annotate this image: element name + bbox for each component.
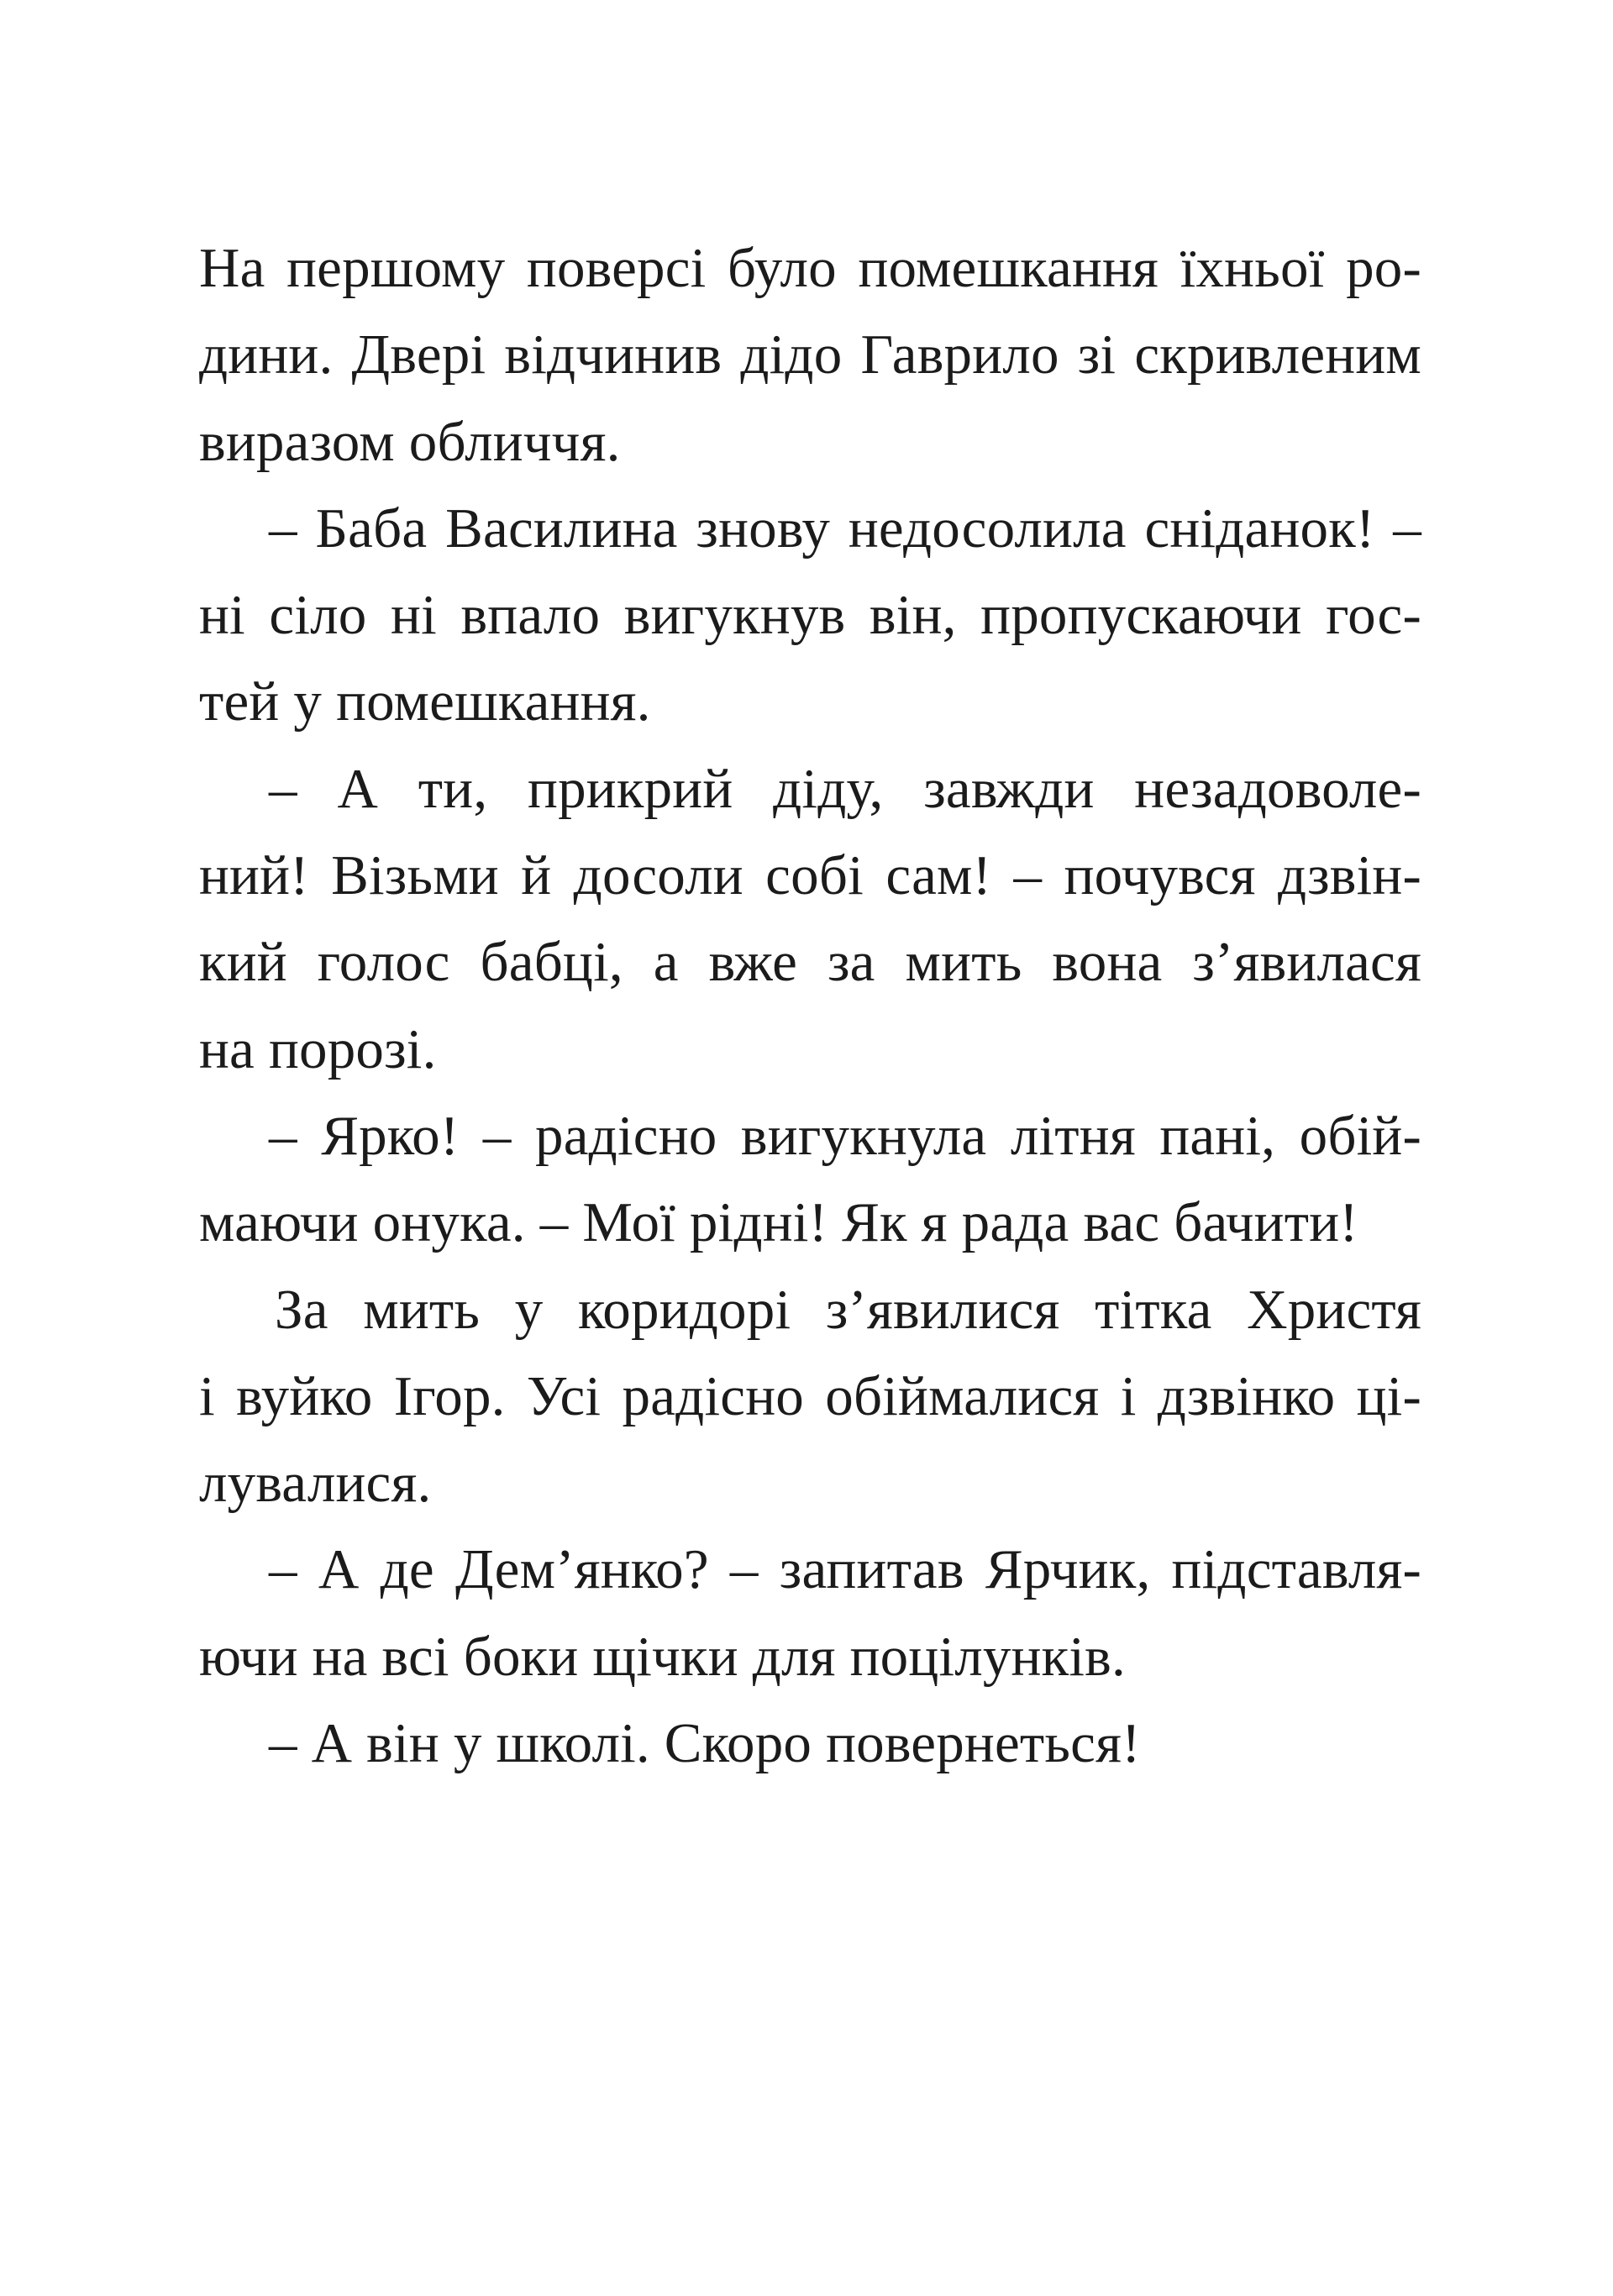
- dialogue-line: – Ярко! – радісно вигукнула літня пані, обій-: [269, 1104, 1421, 1167]
- text-line: ючи на всі боки щічки для поцілунків.: [199, 1625, 1126, 1688]
- dialogue-line: – А де Дем’янко? – запитав Ярчик, підставля-: [269, 1538, 1421, 1601]
- text-line: ні сіло ні впало вигукнув він, пропускаючи гос-: [199, 584, 1421, 647]
- text-line: лувалися.: [199, 1452, 432, 1515]
- dialogue-line: – А ти, прикрий діду, завжди незадоволе-: [269, 757, 1421, 820]
- text-line: ний! Візьми й досоли собі сам! – почувся дзвін-: [199, 844, 1421, 907]
- text-line: виразом обличчя.: [199, 410, 621, 473]
- text-line: на порозі.: [199, 1017, 437, 1080]
- text-line: На першому поверсі було помешкання їхньої ро-: [199, 237, 1421, 299]
- dialogue-line: – А він у школі. Скоро повернеться!: [269, 1712, 1141, 1775]
- dialogue-line: – Баба Василина знову недосолила сніданок! –: [269, 497, 1421, 560]
- text-line: дини. Двері відчинив дідо Гаврило зі скривленим: [199, 323, 1421, 386]
- body-text: [199, 225, 1421, 1787]
- text-line: маючи онука. – Мої рідні! Як я рада вас бачити!: [199, 1191, 1358, 1254]
- text-line: тей у помешкання.: [199, 670, 651, 733]
- text-line: кий голос бабці, а вже за мить вона з’явилася: [199, 931, 1421, 994]
- text-line: і вуйко Ігор. Усі радісно обіймалися і дзвінко ці-: [199, 1364, 1421, 1427]
- paragraph-start-line: За мить у коридорі з’явилися тітка Христя: [275, 1278, 1421, 1341]
